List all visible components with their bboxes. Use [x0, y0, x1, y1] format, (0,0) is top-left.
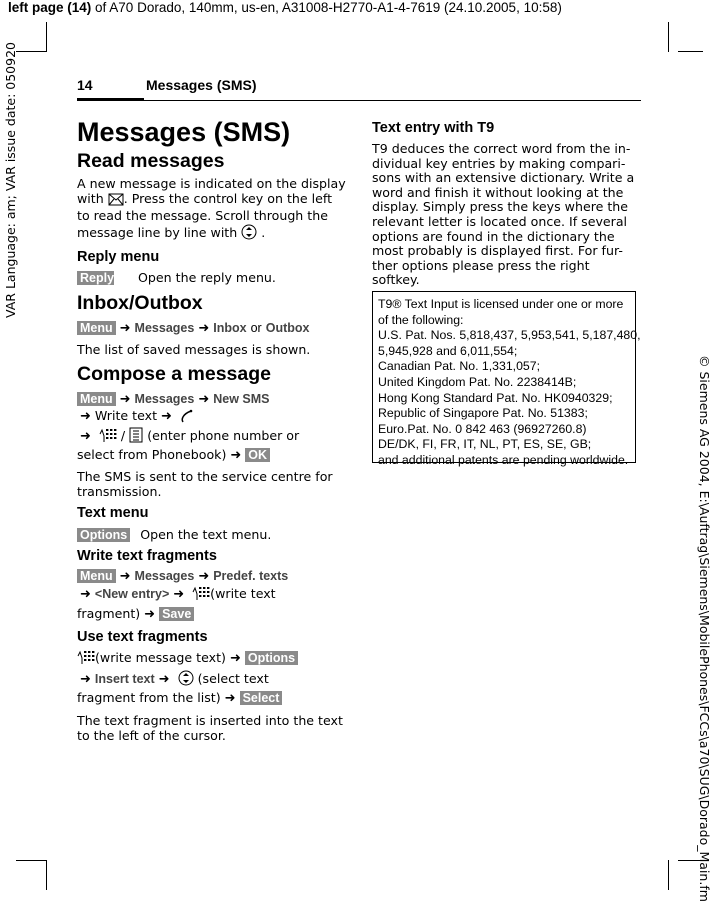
menu-item: Messages [134, 320, 195, 335]
select-text-fragment: (select text [197, 670, 269, 686]
page-title: Messages (SMS) [77, 117, 291, 147]
heading-t9: Text entry with T9 [372, 120, 495, 136]
right-margin-text: © Siemens AG 2004, E:\Auftrag\Siemens\MobilePhones\FCCs\a70\SUG\Dorado_Main.fm [697, 355, 712, 902]
read-messages-text [77, 177, 347, 243]
reply-menu-desc: Open the reply menu. [138, 270, 276, 286]
text-line: . Press the control key on the left [123, 190, 333, 206]
enter-number-text: (enter phone number or [147, 428, 300, 444]
compose-steps: Menu ➜ Messages ➜ New SMS ➜ Write text ➜ ➜ / (enter phone number or select from Phonebook) ➜ OK [77, 392, 300, 464]
license-line: Republic of Singapore Pat. No. 51383; [378, 406, 588, 421]
menu-item: <New entry> [94, 587, 170, 602]
arrow-icon: ➜ [230, 448, 242, 464]
arrow-icon: ➜ [144, 606, 156, 622]
reply-menu-row [77, 271, 347, 286]
crop-mark [16, 860, 46, 861]
arrow-icon: ➜ [80, 429, 91, 445]
menu-item: Messages [134, 568, 195, 583]
heading-reply-menu: Reply menu [77, 249, 160, 266]
arrow-icon: ➜ [119, 320, 131, 336]
arrow-icon: ➜ [119, 392, 131, 408]
select-softkey: Select [240, 691, 283, 705]
text-line: The text fragment is inserted into the text [77, 712, 343, 728]
call-key-icon [180, 409, 194, 427]
license-line: T9® Text Input is licensed under one or more [378, 297, 624, 311]
print-header-line [8, 0, 562, 15]
license-line: United Kingdom Pat. No. 2238414B; [378, 374, 577, 389]
options-softkey: Options [77, 528, 130, 542]
menu-item: Insert text [94, 671, 155, 686]
text-line: with [77, 190, 104, 206]
license-line: Canadian Pat. No. 1,331,057; [378, 359, 541, 374]
menu-item: Predef. texts [213, 568, 289, 583]
header-rule-thick [77, 98, 144, 101]
license-line: Hong Kong Standard Pat. No. HK0940329; [378, 390, 613, 405]
text-line: to the left of the cursor. [77, 727, 226, 743]
keypad-icon [192, 585, 210, 606]
arrow-icon: ➜ [198, 320, 210, 336]
select-text-fragment-2: fragment from the list) [77, 690, 221, 706]
license-line: Euro.Pat. No. 0 842 463 (96927260.8) [378, 421, 587, 436]
menu-item: Inbox [213, 320, 247, 335]
text-line: The SMS is sent to the service centre for [77, 469, 333, 485]
crop-mark [678, 51, 703, 52]
crop-mark [46, 860, 47, 890]
menu-softkey: Menu [77, 569, 116, 583]
write-text-step: Write text [94, 408, 158, 424]
running-section-title: Messages (SMS) [146, 77, 257, 93]
write-fragments-steps [77, 568, 347, 624]
text-line: word and finish it without looking at the [372, 184, 624, 200]
text-line: transmission. [77, 483, 162, 499]
arrow-icon: ➜ [80, 671, 91, 687]
phonebook-icon [129, 427, 143, 447]
or-text: or [250, 320, 262, 335]
heading-write-fragments: Write text fragments [77, 547, 217, 564]
inbox-path [77, 321, 347, 337]
arrow-icon: ➜ [161, 409, 172, 425]
arrow-icon: ➜ [80, 409, 91, 425]
left-margin-text: VAR Language: am; VAR issue date: 050920 [3, 42, 18, 318]
menu-item: Outbox [265, 320, 310, 335]
text-line: to read the message. Scroll through the [77, 208, 328, 224]
page-number: 14 [77, 77, 93, 93]
scroll-control-key-icon [178, 670, 194, 691]
arrow-icon: ➜ [229, 651, 241, 667]
crop-mark [16, 51, 46, 52]
text-line: display. Simply press the keys where the [372, 199, 629, 215]
options-softkey: Options [245, 651, 298, 665]
write-text-fragment-2: fragment) [77, 605, 141, 621]
license-line: and additional patents are pending worldwide. [378, 452, 629, 467]
text-line: dividual key entries by making compari- [372, 155, 626, 171]
envelope-icon [108, 193, 124, 210]
arrow-icon: ➜ [119, 568, 131, 584]
menu-item: New SMS [213, 392, 270, 407]
ok-softkey: OK [245, 448, 270, 462]
write-message-text: (write message text) [95, 650, 226, 666]
print-header-rest: of A70 Dorado, 140mm, us-en, A31008-H2770-A1-4-7619 (24.10.2005, 10:58) [91, 0, 562, 15]
keypad-icon [77, 649, 95, 670]
save-softkey: Save [159, 607, 194, 621]
text-line: most probably is displayed first. For fur- [372, 243, 623, 259]
license-line: of the following: [378, 312, 464, 327]
inbox-desc: The list of saved messages is shown. [77, 341, 311, 357]
text-line: message line by line with [77, 224, 238, 240]
text-line: . [261, 224, 266, 240]
write-text-fragment: (write text [210, 586, 276, 602]
menu-item: Messages [134, 392, 195, 407]
crop-mark [668, 22, 669, 52]
left-column [77, 117, 347, 743]
t9-license-box [372, 291, 641, 467]
text-line: ther options please press the right [372, 257, 590, 273]
menu-softkey: Menu [77, 321, 116, 335]
crop-mark [46, 22, 47, 52]
license-line: 5,945,928 and 6,011,554; [378, 343, 518, 358]
text-line: T9 deduces the correct word from the in- [372, 141, 631, 156]
arrow-icon: ➜ [158, 671, 170, 687]
t9-paragraph [372, 142, 637, 288]
heading-text-menu: Text menu [77, 505, 149, 522]
text-line: softkey. [372, 272, 420, 288]
print-header-bold: left page (14) [8, 0, 92, 15]
use-fragments-steps [77, 649, 347, 708]
license-line: U.S. Pat. Nos. 5,818,437, 5,953,541, 5,187,480, [378, 328, 641, 343]
text-line: sons with an extensive dictionary. Write a [372, 170, 635, 186]
arrow-icon: ➜ [80, 587, 91, 603]
compose-desc [77, 470, 347, 499]
text-line: A new message is indicated on the display [77, 176, 346, 191]
text-line: options are found in the dictionary the [372, 228, 615, 244]
text-menu-desc: Open the text menu. [140, 527, 272, 543]
reply-softkey: Reply [77, 271, 114, 285]
arrow-icon: ➜ [198, 392, 210, 408]
text-line: relevant letter is located once. If several [372, 213, 628, 229]
menu-softkey: Menu [77, 392, 116, 406]
use-fragments-desc [77, 714, 347, 743]
arrow-icon: ➜ [224, 691, 236, 707]
text-menu-row [77, 528, 347, 543]
arrow-icon: ➜ [198, 568, 210, 584]
header-rule-thin [144, 100, 641, 101]
scroll-control-key-icon [241, 224, 257, 244]
right-column [372, 120, 637, 288]
enter-number-text-2: select from Phonebook) [77, 447, 227, 463]
heading-read-messages: Read messages [77, 150, 225, 172]
license-line: DE/DK, FI, FR, IT, NL, PT, ES, SE, GB; [378, 437, 592, 452]
crop-mark [668, 860, 669, 890]
heading-compose: Compose a message [77, 363, 272, 386]
heading-use-fragments: Use text fragments [77, 629, 208, 646]
keypad-icon [99, 427, 117, 447]
arrow-icon: ➜ [173, 587, 185, 603]
heading-inbox-outbox: Inbox/Outbox [77, 291, 203, 314]
